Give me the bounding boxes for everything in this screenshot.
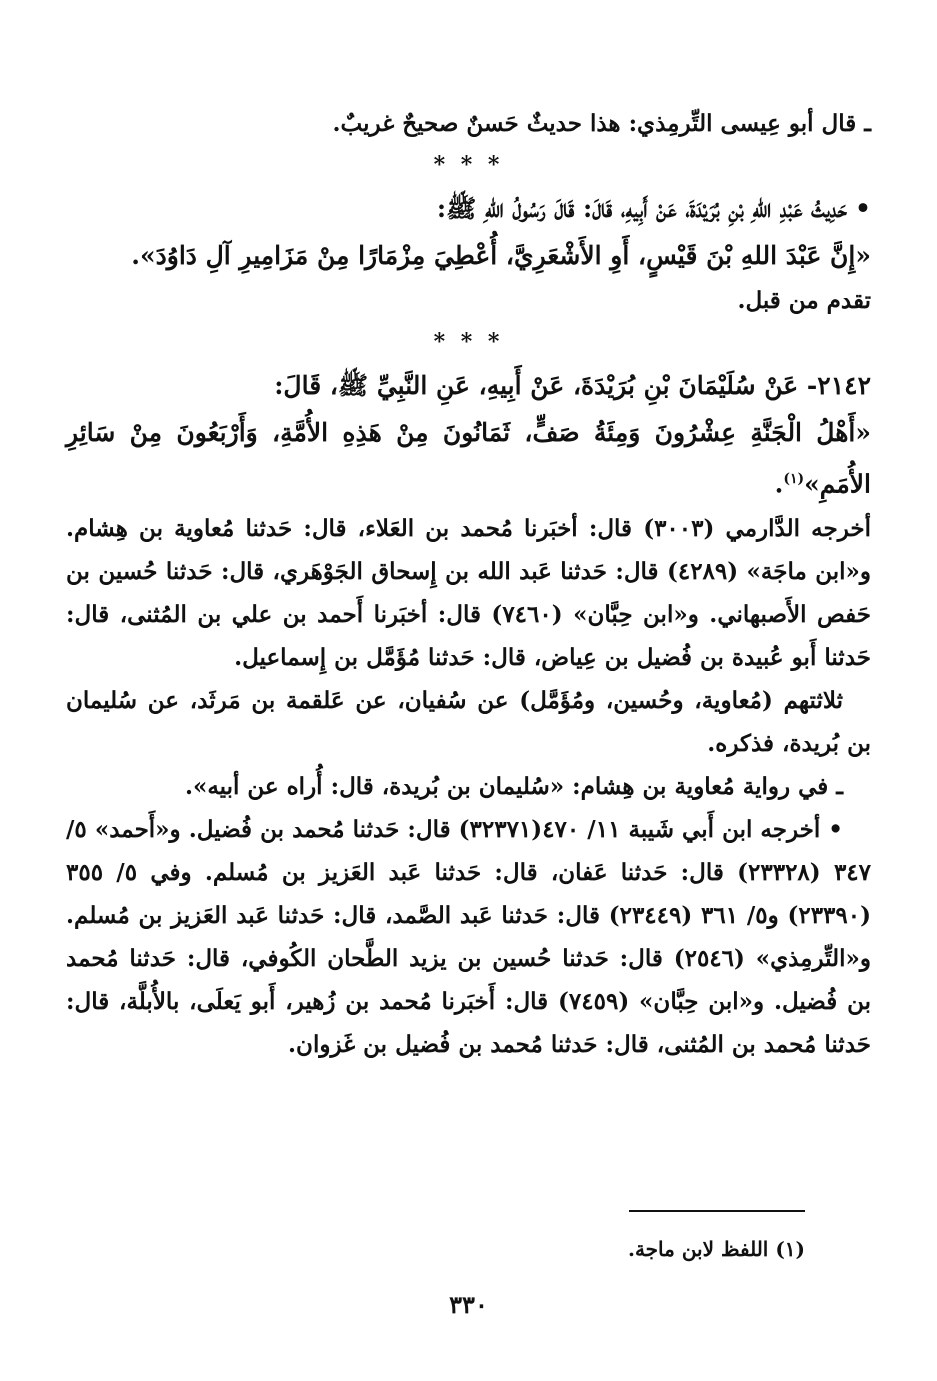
footnote-divider: [629, 1210, 805, 1212]
takhrij-paragraph: ـ في رواية مُعاوية بن هِشام: «سُليمان بن بُريدة، قال: أُراه عن أبيه».: [184, 773, 843, 801]
footnote-marker: (١): [783, 471, 805, 487]
bullet-icon: •: [828, 816, 843, 844]
footnote: (١) اللفظ لابن ماجة.: [628, 1237, 805, 1261]
hadith-text-end: .: [774, 469, 784, 499]
takhrij-paragraph: أخرجه الدَّارمي (٣٠٠٣) قال: أخبَرنا مُحمد بن العَلاء، قال: حَدثنا مُعاوية بن هِشام. و«ابن ماجَة» (٤٢٨٩) قال: حَدثنا عَبد الله بن إِسحاق الجَوْهَري، قال: حَدثنا حُسين بن حَفص الأَصبهاني. و«ابن حِبَّان» (٧٤٦٠) قال: أخبَرنا أَحمد بن علي بن المُثنى، قال: حَدثنا أَبو عُبيدة بن فُضيل بن عِياض، قال: حَدثنا مُؤَمَّل بن إِسماعيل.: [66, 515, 871, 672]
bullet-icon: •: [855, 194, 871, 223]
hadith-text: «إِنَّ عَبْدَ اللهِ بْنَ قَيْسٍ، أَوِ الأَشْعَرِيَّ، أُعْطِيَ مِزْمَارًا مِنْ مَزَامِيرِ آلِ دَاوُدَ».: [131, 241, 871, 270]
hadith-text: [66, 409, 871, 507]
takhrij-paragraph: [66, 808, 871, 1066]
hadith-number-header: ٢١٤٢- عَنْ سُلَيْمَانَ بْنِ بُرَيْدَةَ، عَنْ أَبِيهِ، عَنِ النَّبِيِّ ﷺ، قَالَ:: [274, 371, 871, 400]
hadith-text-body: «أَهْلُ الْجَنَّةِ عِشْرُونَ وَمِئَةُ صَفٍّ، ثَمَانُونَ مِنْ هَذِهِ الأُمَّةِ، وَأَرْبَعُونَ مِنْ سَائِرِ الأُمَمِ»: [66, 418, 871, 499]
paragraph: تقدم من قبل.: [737, 287, 871, 314]
takhrij-text: أخرجه ابن أَبي شَيبة ١١/ ٤٧٠(٣٢٣٧١) قال: حَدثنا مُحمد بن فُضيل. و«أَحمد» ٥/ ٣٤٧ (٢٣٣٢٨) قال: حَدثنا عَفان، قال: حَدثنا عَبد العَزيز بن مُسلم. وفي ٥/ ٣٥٥ (٢٣٣٩٠) و٥/ ٣٦١ (٢٣٤٤٩) قال: حَدثنا عَبد الصَّمد، قال: حَدثنا عَبد العَزيز بن مُسلم. و«التِّرمِذي» (٢٥٤٦) قال: حَدثنا حُسين بن يزيد الطَّحان الكُوفي، قال: حَدثنا مُحمد بن فُضيل. و«ابن حِبَّان» (٧٤٥٩) قال: أَخبَرنا مُحمد بن زُهير، أَبو يَعلَى، بالأُبلَّة، قال: حَدثنا مُحمد بن المُثنى، قال: حَدثنا مُحمد بن فُضيل بن غَزوان.: [66, 816, 872, 1059]
takhrij-paragraph: ثلاثتهم (مُعاوية، وحُسين، ومُؤَمَّل) عن سُفيان، عن عَلقمة بن مَرثَد، عن سُليمان بن بُريدة، فذكره.: [66, 687, 871, 758]
separator-stars: * * *: [433, 152, 504, 178]
separator-stars: * * *: [433, 329, 504, 355]
main-text: [66, 102, 871, 1066]
hadith-header-text: حَدِيثُ عَبْدِ اللهِ بْنِ بُرَيْدَةَ، عَنْ أَبِيهِ، قَالَ: قَالَ رَسُولُ اللهِ ﷺ:: [436, 194, 848, 223]
hadith-header: [66, 185, 871, 232]
paragraph: ـ قال أبو عِيسى التِّرمِذي: هذا حديثٌ حَسنٌ صحيحٌ غريبٌ.: [332, 110, 871, 137]
page-number: ٣٣٠: [449, 1290, 488, 1319]
